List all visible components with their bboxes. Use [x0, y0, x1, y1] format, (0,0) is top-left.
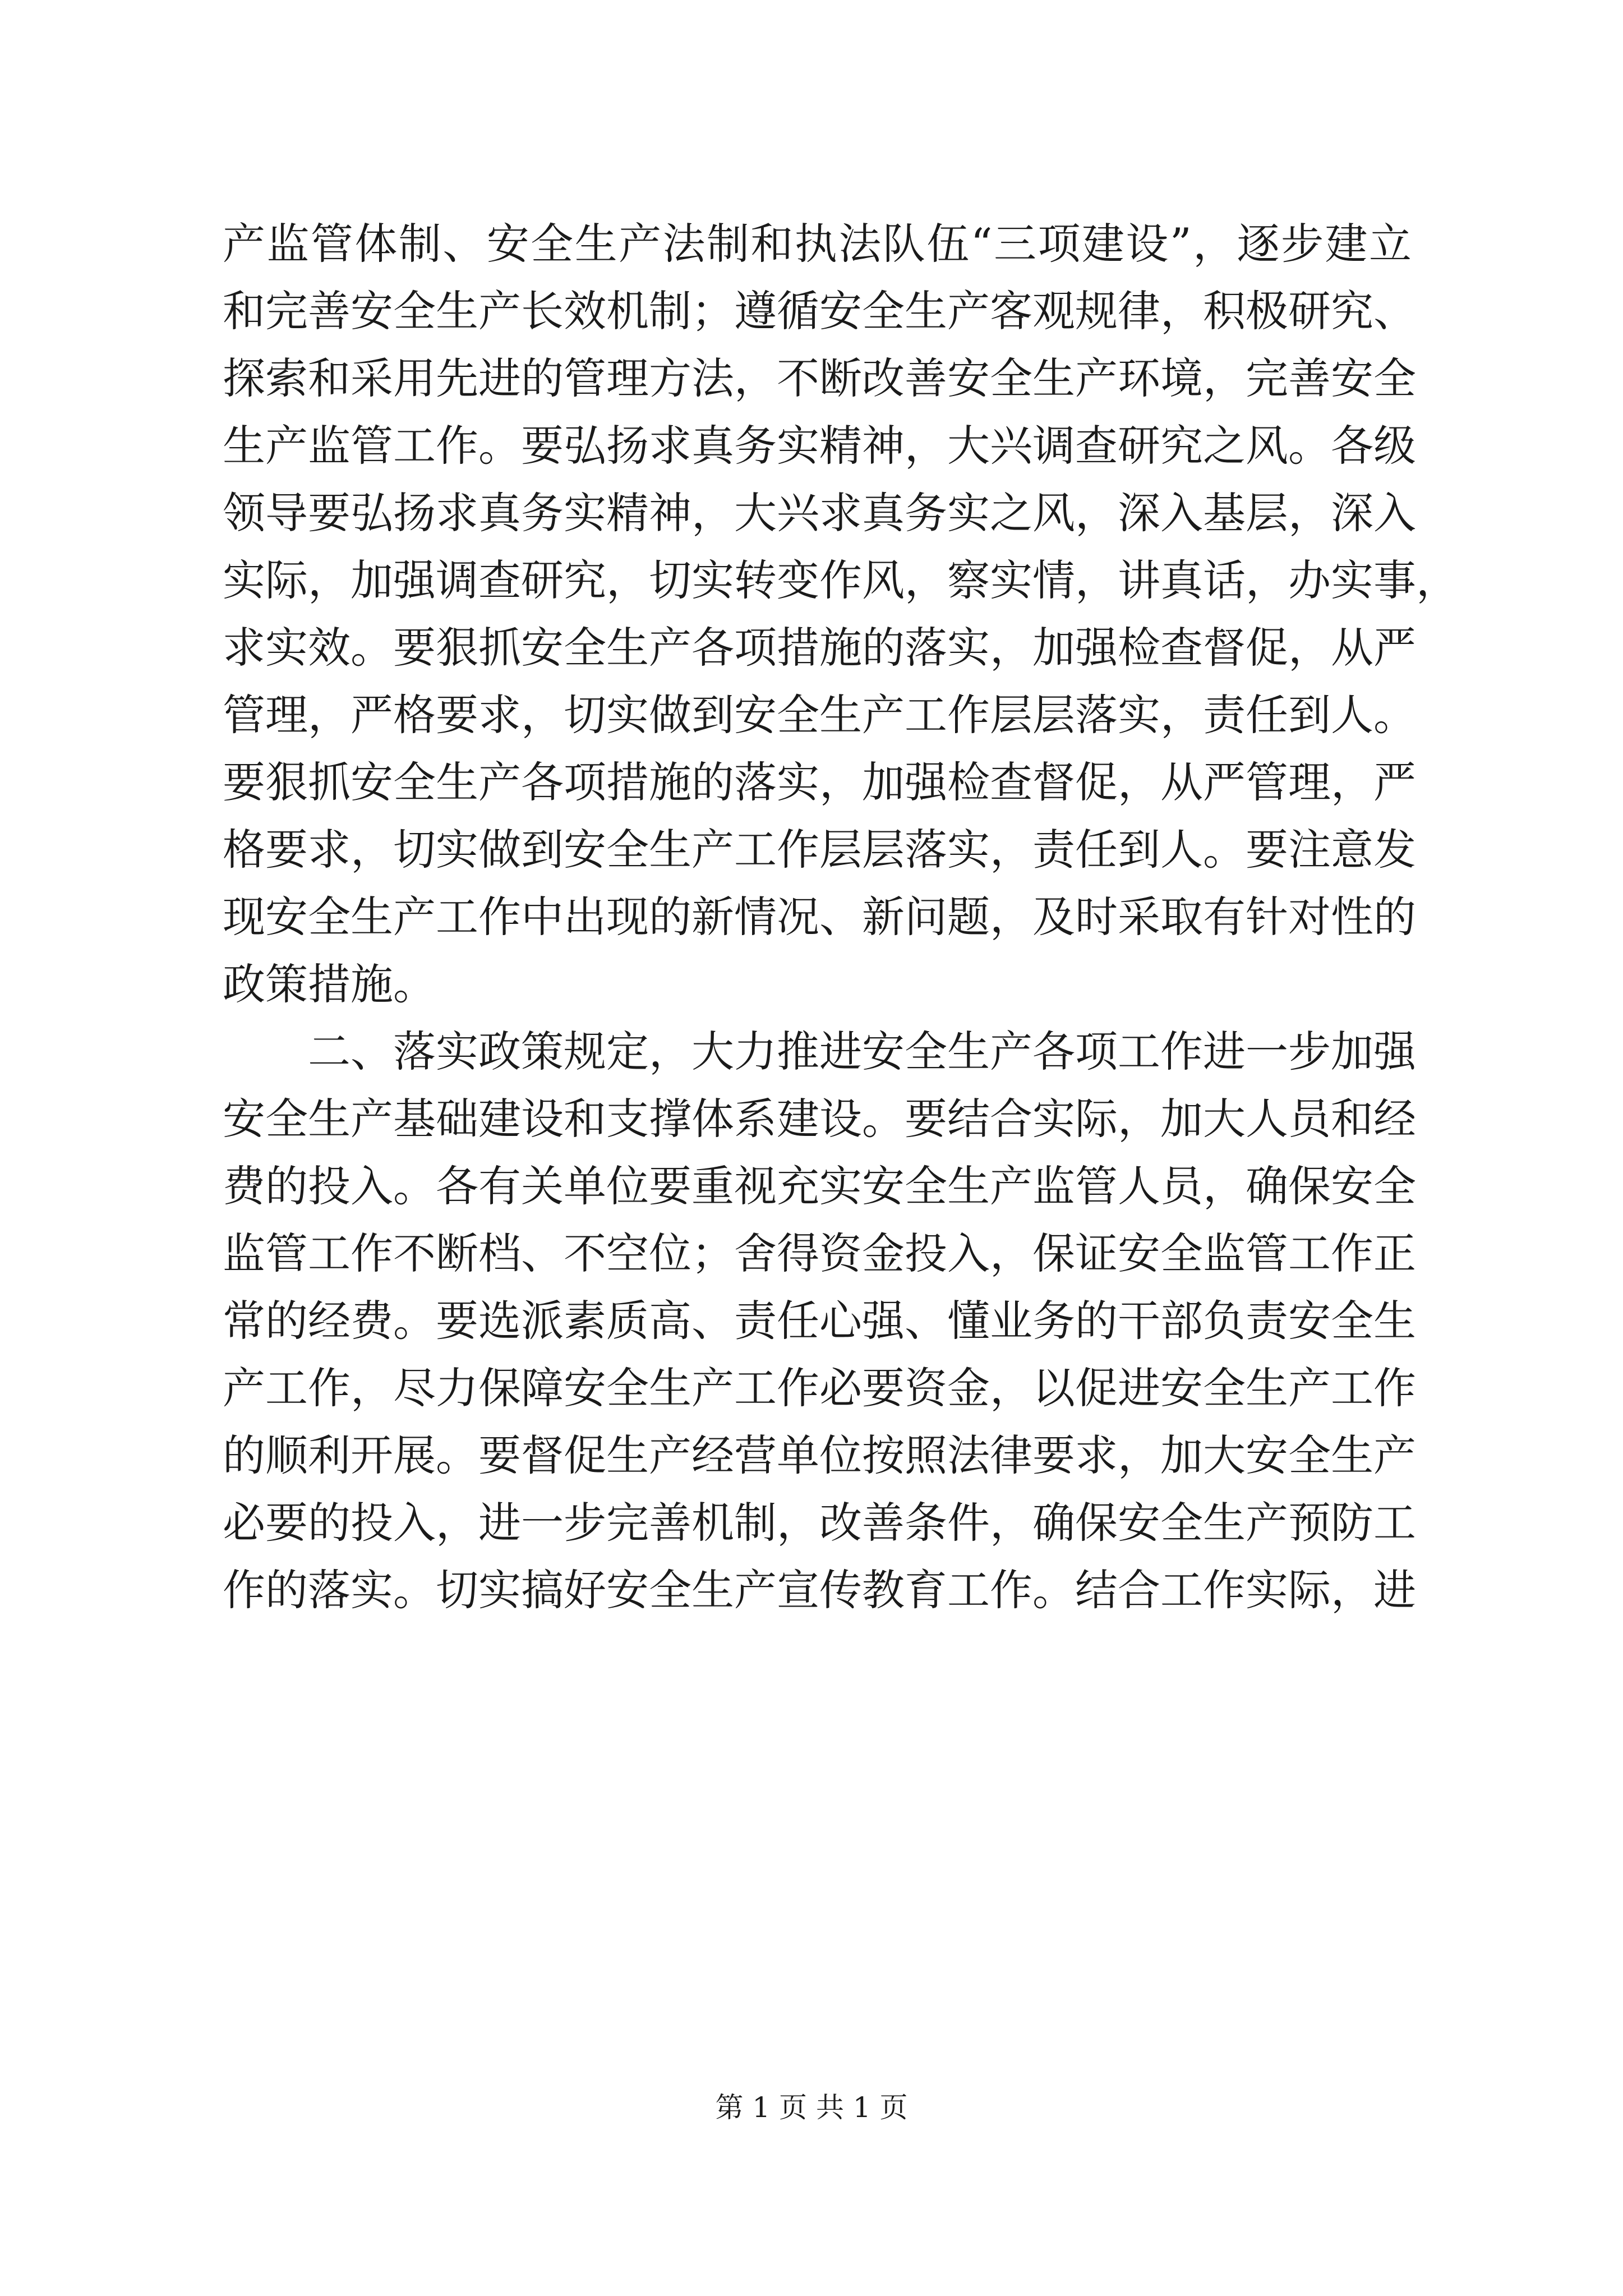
text-line: 管理，严格要求，切实做到安全生产工作层层落实，责任到人。: [223, 690, 1416, 740]
text-line: 现安全生产工作中出现的新情况、新问题，及时采取有针对性的: [223, 892, 1416, 942]
text-line: 二、落实政策规定，大力推进安全生产各项工作进一步加强: [308, 1027, 1416, 1076]
page-number-footer: 第 1 页 共 1 页: [715, 2091, 908, 2124]
text-line: 和完善安全生产长效机制；遵循安全生产客观规律，积极研究、: [223, 286, 1416, 336]
text-line: 求实效。要狠抓安全生产各项措施的落实，加强检查督促，从严: [223, 623, 1416, 673]
paragraph-1: [223, 210, 1459, 1018]
text-line: 生产监管工作。要弘扬求真务实精神，大兴调查研究之风。各级: [223, 421, 1416, 471]
document-body: [223, 210, 1459, 1624]
text-line: 产监管体制、安全生产法制和执法队伍“三项建设”，逐步建立: [223, 219, 1412, 269]
text-line: 安全生产基础建设和支撑体系建设。要结合实际，加大人员和经: [223, 1094, 1416, 1144]
text-line: 必要的投入，进一步完善机制，改善条件，确保安全生产预防工: [223, 1498, 1416, 1548]
text-line: 要狠抓安全生产各项措施的落实，加强检查督促，从严管理，严: [223, 757, 1416, 807]
text-line: 常的经费。要选派素质高、责任心强、懂业务的干部负责安全生: [223, 1296, 1416, 1346]
paragraph-2: [223, 1018, 1416, 1624]
text-line: 产工作，尽力保障安全生产工作必要资金，以促进安全生产工作: [223, 1363, 1416, 1413]
text-line: 政策措施。: [223, 959, 436, 1009]
text-line: 领导要弘扬求真务实精神，大兴求真务实之风，深入基层，深入: [223, 488, 1416, 538]
text-line: 费的投入。各有关单位要重视充实安全生产监管人员，确保安全: [223, 1161, 1416, 1211]
text-line: 作的落实。切实搞好安全生产宣传教育工作。结合工作实际，进: [223, 1565, 1416, 1615]
text-line: 实际，加强调查研究，切实转变作风，察实情，讲真话，办实事，: [223, 555, 1459, 605]
text-line: 的顺利开展。要督促生产经营单位按照法律要求，加大安全生产: [223, 1430, 1416, 1480]
text-line: 探索和采用先进的管理方法，不断改善安全生产环境，完善安全: [223, 353, 1416, 403]
text-line: 格要求，切实做到安全生产工作层层落实，责任到人。要注意发: [223, 825, 1416, 875]
text-line: 监管工作不断档、不空位；舍得资金投入，保证安全监管工作正: [223, 1228, 1416, 1278]
